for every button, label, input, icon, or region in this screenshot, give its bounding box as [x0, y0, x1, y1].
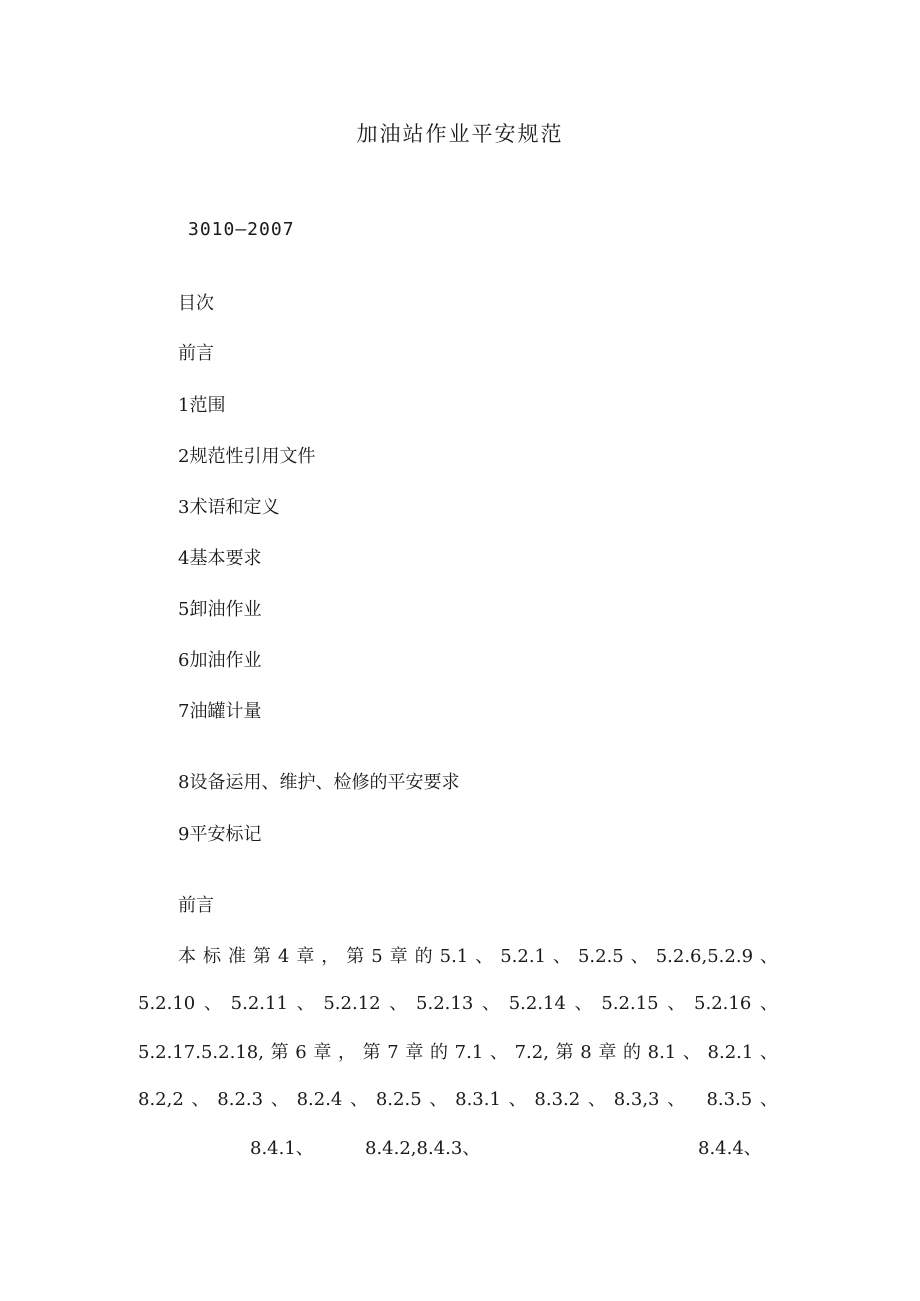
toc-item: 1范围: [178, 395, 226, 416]
toc-item: 8设备运用、维护、检修的平安要求: [178, 772, 460, 793]
foreword-line: 8.2,2、8.2.3、8.2.4、8.2.5、8.3.1、8.3.2、8.3,3、 8.3.5、: [138, 1089, 778, 1110]
document-title: 加油站作业平安规范: [356, 122, 564, 146]
toc-heading: 目次: [178, 293, 214, 314]
toc-item: 9平安标记: [178, 824, 262, 845]
foreword-line: 5.2.10、5.2.11、5.2.12、5.2.13、5.2.14、5.2.15、5.2.16、: [138, 993, 778, 1014]
foreword-line-fragment: 8.4.2,8.4.3、: [365, 1138, 481, 1159]
foreword-line-fragment: 8.4.1、: [250, 1138, 314, 1159]
foreword-line: 5.2.17.5.2.18,第6章，第7章的7.1、7.2,第8章的8.1、8.2.1、: [138, 1042, 778, 1063]
foreword-line: 本标准第4章，第5章的5.1、5.2.1、5.2.5、5.2.6,5.2.9、: [178, 946, 778, 967]
toc-item: 3术语和定义: [178, 497, 280, 518]
foreword-line-fragment: 8.4.4、: [698, 1138, 762, 1159]
toc-item: 5卸油作业: [178, 599, 262, 620]
toc-item: 2规范性引用文件: [178, 446, 316, 467]
standard-code: 3010—2007: [188, 219, 295, 240]
toc-item: 7油罐计量: [178, 701, 262, 722]
toc-item: 4基本要求: [178, 548, 262, 569]
toc-item: 6加油作业: [178, 650, 262, 671]
foreword-heading: 前言: [178, 895, 214, 916]
toc-item: 前言: [178, 343, 214, 364]
